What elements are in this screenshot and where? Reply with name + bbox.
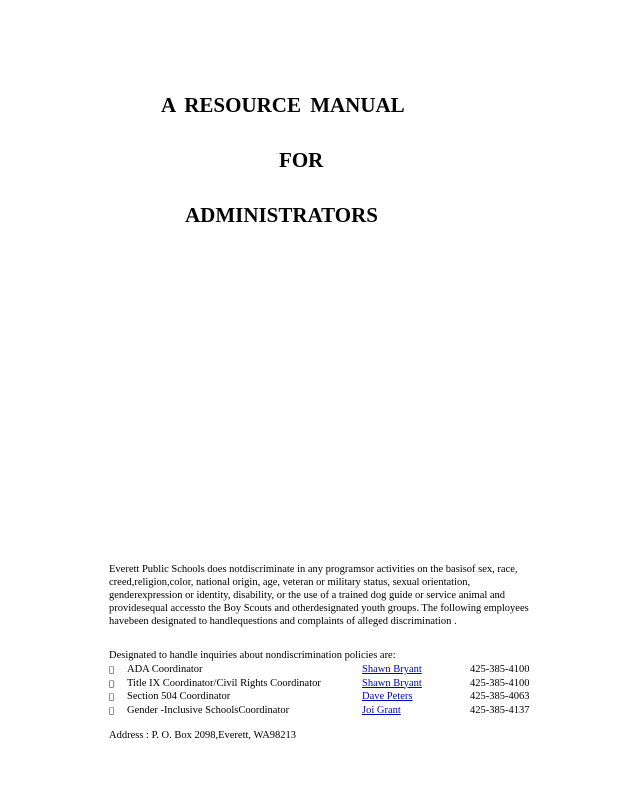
coordinator-role: ADA Coordinator [127,664,203,675]
title-line-2: FOR [279,148,324,172]
bullet-icon [109,704,117,718]
list-item [109,690,549,704]
coordinator-role: Title IX Coordinator/Civil Rights Coordinator [127,677,321,689]
list-item [109,663,549,677]
coordinator-list [109,663,549,717]
coordinator-phone: 425-385-4100 [470,677,530,689]
title-line-3: ADMINISTRATORS [185,203,378,227]
list-item [109,677,549,691]
nondiscrimination-notice: Everett Public Schools does notdiscriminate in any programsor activities on the basisof sex, race, creed,religion,color, national origin, age, veteran or military status, sexual orientation, genderexpression or identity, disability, or the use of a trained dog guide or service animal and providesequal accessto the Boy Scouts and otherdesignated youth groups. The following employees havebeen designated to handlequestions and complaints of alleged discrimination . [109,564,529,627]
coordinator-name-link[interactable]: Shawn Bryant [362,664,422,675]
title-line-1: A RESOURCE MANUAL [161,93,405,117]
coordinator-name-link[interactable]: Shawn Bryant [362,677,422,689]
bullet-icon [109,690,117,704]
bullet-icon [109,677,117,691]
designated-heading: Designated to handle inquiries about nondiscrimination policies are: [109,650,396,661]
list-item [109,704,549,718]
coordinator-phone: 425-385-4137 [470,704,530,716]
coordinator-phone: 425-385-4100 [470,664,530,675]
coordinator-name-link[interactable]: Dave Peters [362,691,413,702]
coordinator-name-link[interactable]: Joi Grant [362,704,401,716]
mailing-address: Address : P. O. Box 2098,Everett, WA98213 [109,730,297,741]
coordinator-role: Section 504 Coordinator [127,691,231,702]
coordinator-phone: 425-385-4063 [470,691,530,702]
bullet-icon [109,663,117,677]
coordinator-role: Gender -Inclusive SchoolsCoordinator [127,704,290,716]
